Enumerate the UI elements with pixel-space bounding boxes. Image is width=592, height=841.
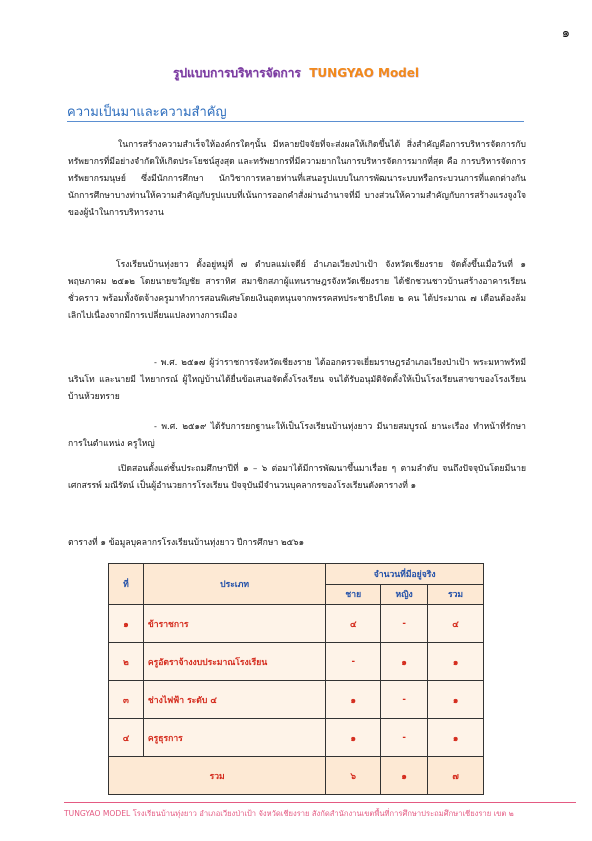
cell-no: ๓	[109, 681, 144, 719]
cell-male-sum: ๖	[326, 757, 381, 795]
cell-total: ๑	[428, 681, 484, 719]
bullet-text: - พ.ศ. ๒๕๑๗ ผู้ว่าราชการจังหวัดเชียงราย ได้ออกตรวจเยี่ยมราษฎรอำเภอเวียงป่าเป้า พระมหาพรัหมี นรินโท และนายมี ไหยากรณ์ ผู้ใหญ่บ้านได้ยื่นข้อเสนอจัดตั้งโรงเรียน จนได้รับอนุมัติจัดตั้งให้เป็นโรงเรียนสาขาของโรงเรียนบ้านห้วยทราย	[68, 358, 526, 402]
cell-type: ครูอัตราจ้างงบประมาณโรงเรียน	[143, 643, 325, 681]
cell-grand-total: ๗	[428, 757, 484, 795]
paragraph-text: ในการสร้างความสำเร็จให้องค์กรใดๆนั้น มีหลายปัจจัยที่จะส่งผลให้เกิดขึ้นได้ สิ่งสำคัญคือการบริหารจัดการกับทรัพยากรที่มีอย่างจำกัดให้เกิดประโยชน์สูงสุด และทรัพยากรที่มีความยากในการบริหารจัดการมากที่สุด คือ การบริหารจัดการทรัพยากรมนุษย์ ซึ่งมีนักการศึกษา นักวิชาการหลายท่านที่เสนอรูปแบบในการพัฒนาระบบหรือกระบวนการที่แตกต่างกัน นักการศึกษาบางท่านให้ความสำคัญกับรูปแบบที่เน้นการออกคำสั่งผ่านอำนาจที่มี บางส่วนให้ความสำคัญกับการสร้างแรงจูงใจของผู้นำในการบริหารงาน	[68, 140, 526, 218]
header-male: ชาย	[326, 584, 381, 605]
cell-male: -	[326, 643, 381, 681]
footer-divider	[64, 802, 576, 803]
bullet-2517	[68, 355, 526, 406]
paragraph-current	[68, 461, 526, 495]
table-row	[109, 643, 484, 681]
table-row	[109, 719, 484, 757]
staff-table	[108, 563, 484, 795]
table-row	[109, 605, 484, 643]
table-total-row	[109, 757, 484, 795]
cell-female: -	[381, 719, 428, 757]
cell-type: ช่างไฟฟ้า ระดับ ๔	[143, 681, 325, 719]
paragraph-text: เปิดสอนตั้งแต่ชั้นประถมศึกษาปีที่ ๑ – ๖ ต่อมาได้มีการพัฒนาขึ้นมาเรื่อย ๆ ตามลำดับ จนถึงปัจจุบันโดยมีนายเศกสรรพ์ มณีรัตน์ เป็นผู้อำนวยการโรงเรียน ปัจจุบันมีจำนวนบุคลากรของโรงเรียนดังตารางที่ ๑	[68, 464, 526, 491]
header-total: รวม	[428, 584, 484, 605]
cell-male: ๑	[326, 681, 381, 719]
paragraph-history	[68, 257, 526, 325]
title-main: รูปแบบการบริหารจัดการ	[172, 66, 301, 80]
table-row	[109, 681, 484, 719]
cell-type: ข้าราชการ	[143, 605, 325, 643]
header-female: หญิง	[381, 584, 428, 605]
page-number: ๑	[561, 26, 570, 41]
cell-no: ๔	[109, 719, 144, 757]
section-heading: ความเป็นมาและความสำคัญ	[67, 105, 227, 120]
cell-male: ๔	[326, 605, 381, 643]
paragraph-text: โรงเรียนบ้านทุ่งยาว ตั้งอยู่หมู่ที่ ๗ ตำบลแม่เจดีย์ อำเภอเวียงป่าเป้า จังหวัดเชียงราย จัดตั้งขึ้นเมื่อวันที่ ๑ พฤษภาคม ๒๕๑๒ โดยนายขวัญชัย สาราทิศ สมาชิกสภาผู้แทนราษฎรจังหวัดเชียงราย ได้ชักชวนชาวบ้านสร้างอาคารเรียนชั่วคราว พร้อมทั้งจัดจ้างครูมาทำการสอนพิเศษโดยเงินอุดหนุนจากพรรคสหประชาธิปไตย ๒ คน ได้ประมาณ ๗ เดือนต้องล้มเลิกไปเนื่องจากมีการเปลี่ยนแปลงทางการเมือง	[68, 260, 526, 321]
document-title	[0, 64, 592, 83]
table-caption: ตารางที่ ๑ ข้อมูลบุคลากรโรงเรียนบ้านทุ่งยาว ปีการศึกษา ๒๕๖๑	[68, 538, 305, 548]
header-no: ที่	[109, 564, 144, 605]
cell-no: ๑	[109, 605, 144, 643]
cell-no: ๒	[109, 643, 144, 681]
cell-male: ๑	[326, 719, 381, 757]
cell-female: -	[381, 681, 428, 719]
heading-underline	[67, 121, 524, 122]
cell-total: ๑	[428, 643, 484, 681]
cell-total: ๔	[428, 605, 484, 643]
cell-total: ๑	[428, 719, 484, 757]
title-accent: TUNGYAO Model	[309, 66, 420, 80]
cell-female: ๑	[381, 643, 428, 681]
header-actual-count: จำนวนที่มีอยู่จริง	[326, 564, 484, 585]
cell-female: -	[381, 605, 428, 643]
header-type: ประเภท	[143, 564, 325, 605]
paragraph-intro	[68, 137, 526, 222]
cell-female-sum: ๑	[381, 757, 428, 795]
cell-type: ครูธุรการ	[143, 719, 325, 757]
bullet-2519	[68, 419, 526, 453]
cell-total-label: รวม	[109, 757, 326, 795]
page-footer: TUNGYAO MODEL โรงเรียนบ้านทุ่งยาว อำเภอเวียงป่าเป้า จังหวัดเชียงราย สังกัดสำนักงานเขตพื้นที่การศึกษาประถมศึกษาเชียงราย เขต ๒	[64, 809, 514, 818]
bullet-text: - พ.ศ. ๒๕๑๙ ได้รับการยกฐานะให้เป็นโรงเรียนบ้านทุ่งยาว มีนายสมบูรณ์ ยานะเรือง ทำหน้าที่รักษาการในตำแหน่ง ครูใหญ่	[68, 422, 526, 449]
